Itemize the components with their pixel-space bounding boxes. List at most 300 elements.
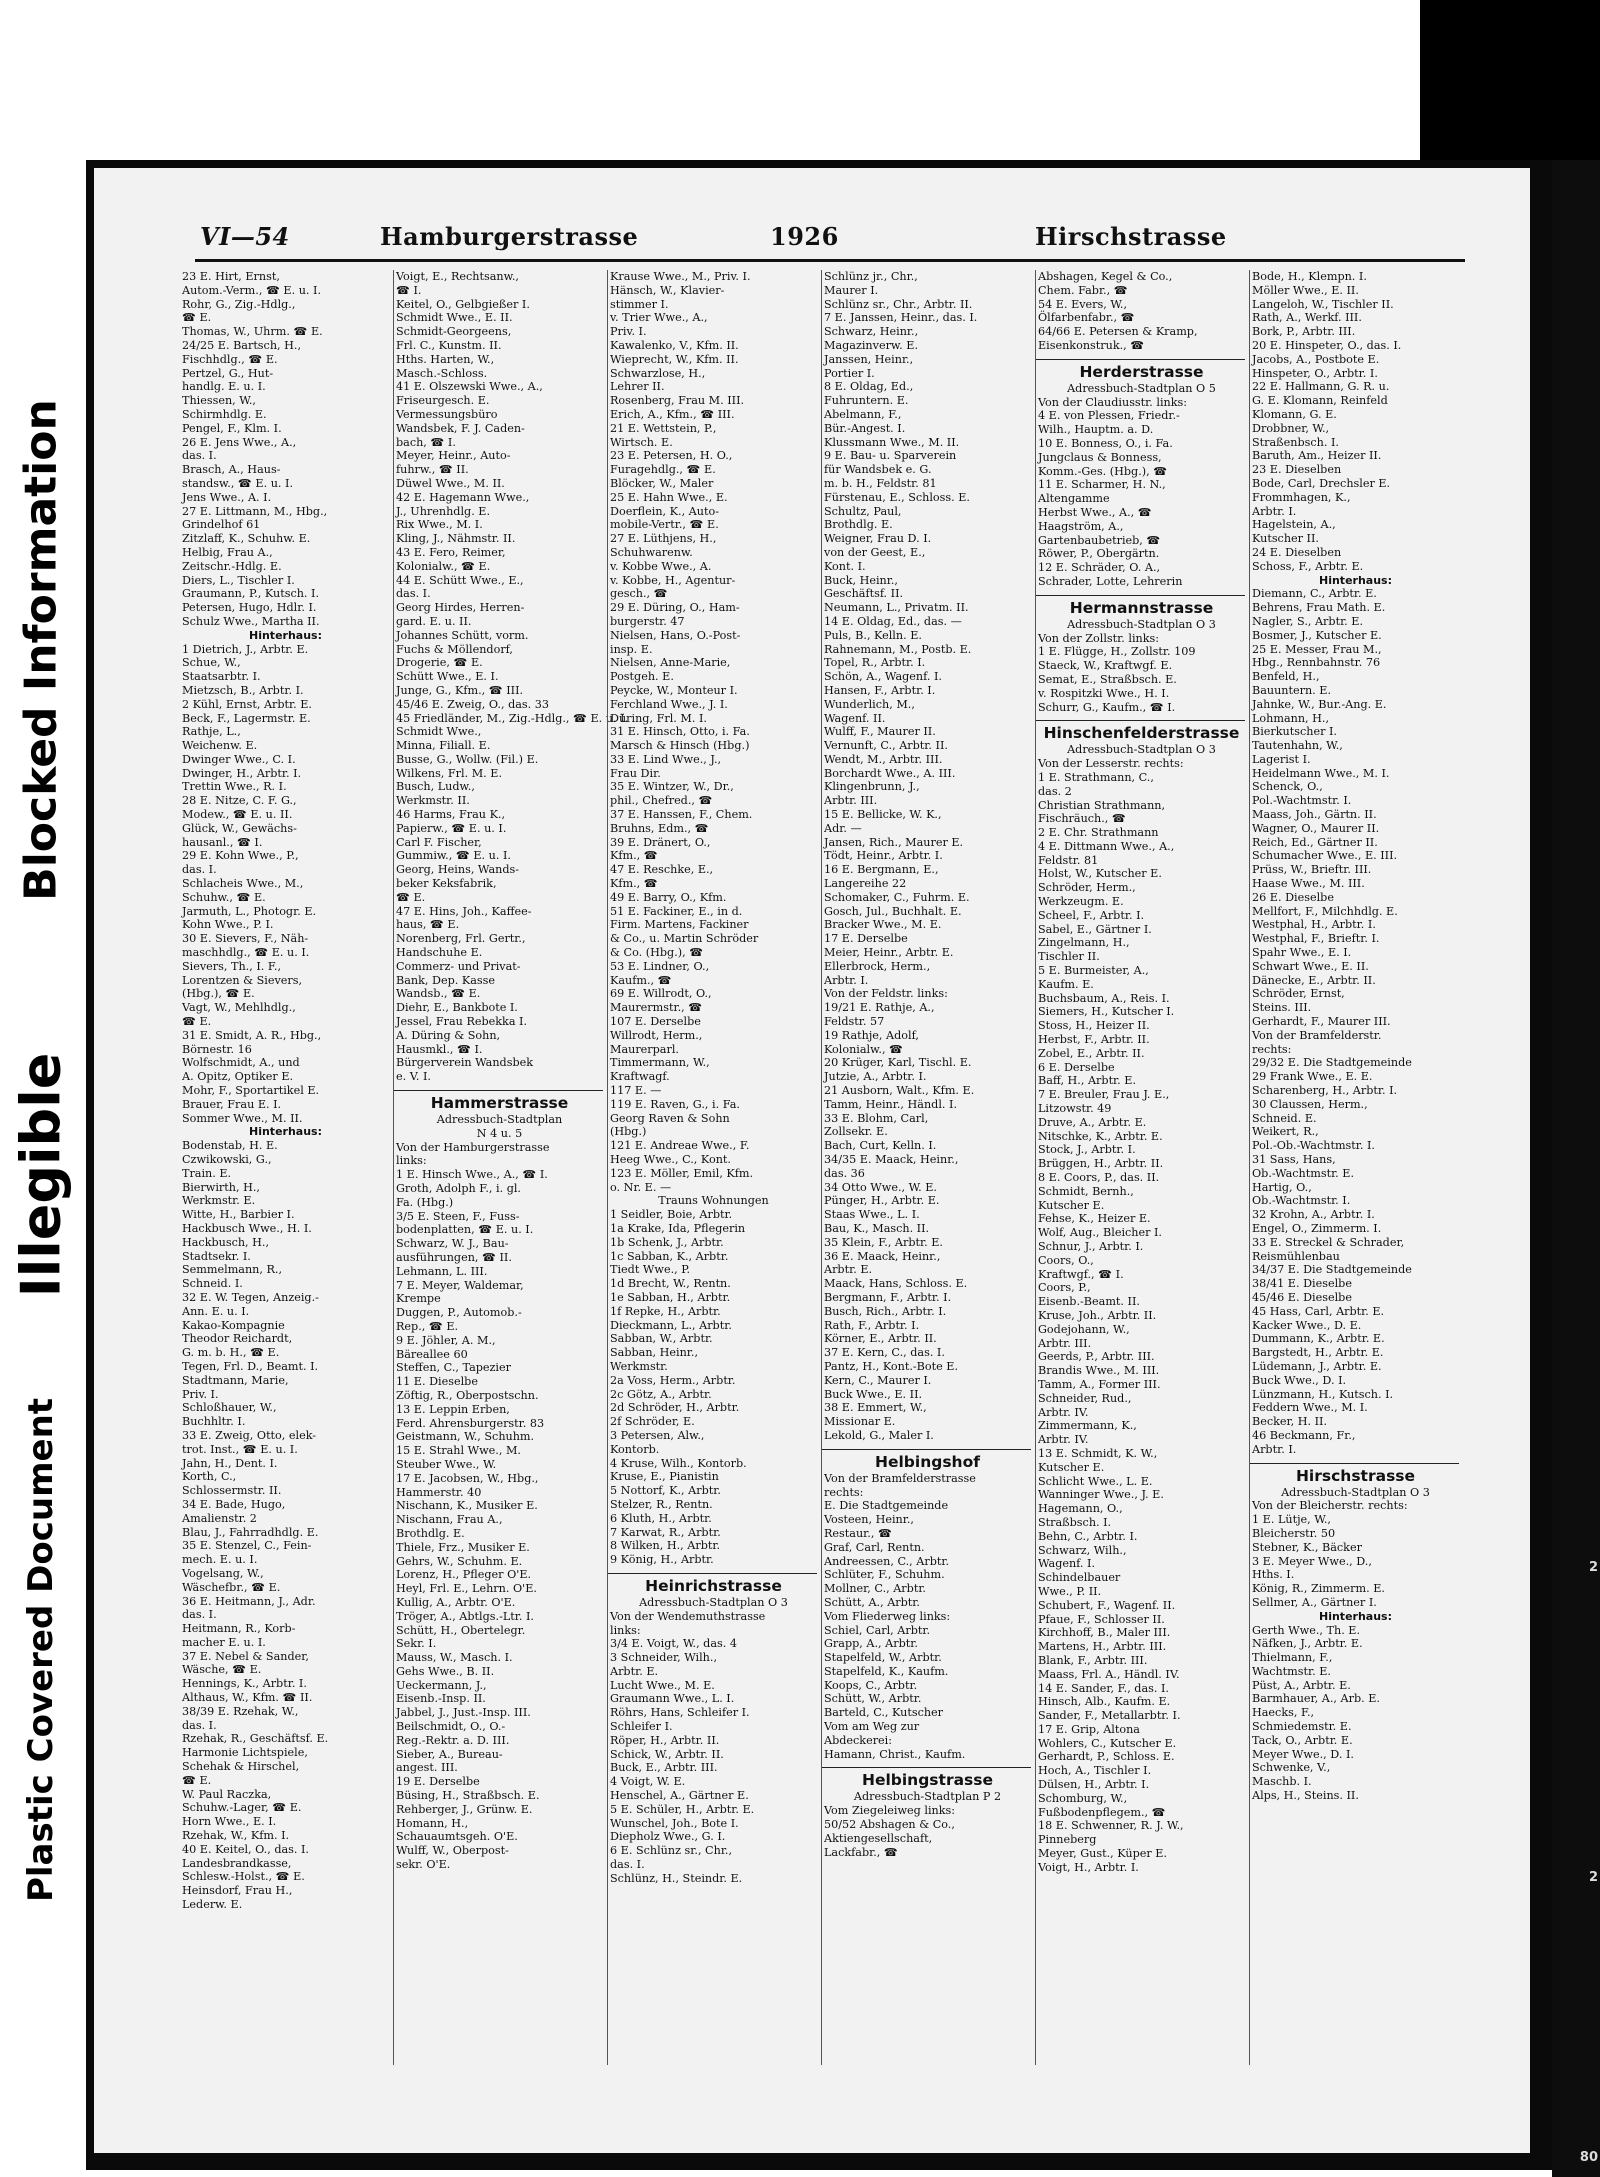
directory-entry-line: Mietzsch, B., Arbtr. I.: [182, 683, 304, 697]
directory-entry-line: Wagenf. I.: [1038, 1557, 1096, 1571]
directory-entry-line: Rehberger, J., Grünw. E.: [396, 1802, 533, 1816]
directory-entry-line: Topel, R., Arbtr. I.: [824, 656, 926, 670]
directory-entry-line: 45 Hass, Carl, Arbtr. E.: [1252, 1304, 1385, 1318]
directory-entry-line: Arbtr. E.: [824, 1263, 873, 1277]
directory-entry-line: 6 E. Derselbe: [1038, 1060, 1115, 1074]
directory-entry-line: Düring, Frl. M. I.: [610, 711, 707, 725]
directory-entry-line: phil., Chefred., ☎: [610, 794, 713, 808]
directory-entry-line: Wulff, W., Oberpost-: [396, 1844, 509, 1858]
directory-entry-line: Schwart Wwe., E. II.: [1252, 959, 1369, 973]
directory-entry-line: Voigt, E., Rechtsanw.,: [396, 270, 519, 283]
directory-entry-line: Frommhagen, K.,: [1252, 490, 1351, 504]
directory-entry-line: 1c Sabban, K., Arbtr.: [610, 1249, 729, 1263]
directory-entry-line: Pantz, H., Kont.-Bote E.: [824, 1359, 959, 1373]
directory-entry-line: 9 E. Bau- u. Sparverein: [824, 449, 957, 463]
directory-entry-line: Sellmer, A., Gärtner I.: [1252, 1595, 1377, 1609]
directory-entry-line: 32 E. W. Tegen, Anzeig.-: [182, 1290, 319, 1304]
directory-entry-line: Baff, H., Arbtr. E.: [1038, 1074, 1137, 1088]
directory-entry-line: Haagström, A.,: [1038, 519, 1124, 533]
directory-entry-line: Schlicht Wwe., L. E.: [1038, 1474, 1153, 1488]
directory-entry-line: Busch, Rich., Arbtr. I.: [824, 1304, 947, 1318]
directory-entry-line: 31 E. Smidt, A. R., Hbg.,: [182, 1028, 322, 1042]
directory-entry-line: Wäschefbr., ☎ E.: [182, 1580, 281, 1594]
directory-entry-line: Schehak & Hirschel,: [182, 1760, 300, 1774]
directory-entry-line: Junge, G., Kfm., ☎ III.: [396, 683, 524, 697]
directory-entry-line: Heidelmann Wwe., M. I.: [1252, 766, 1390, 780]
directory-entry-line: Pol.-Ob.-Wachtmstr. I.: [1252, 1139, 1375, 1153]
directory-entry-line: Borchardt Wwe., A. III.: [824, 766, 956, 780]
directory-entry-line: 117 E. —: [610, 1084, 662, 1098]
directory-entry-line: Von der Bramfelderstr.: [1252, 1028, 1382, 1042]
directory-entry-line: Ellerbrock, Herm.,: [824, 959, 931, 973]
directory-entry-line: Geschäftsf. II.: [824, 587, 904, 601]
directory-entry-line: Dieckmann, L., Arbtr.: [610, 1318, 732, 1332]
directory-entry-line: Schlossermstr. II.: [182, 1484, 282, 1498]
directory-entry-line: 45/46 E. Dieselbe: [1252, 1290, 1352, 1304]
directory-entry-line: 44 E. Schütt Wwe., E.,: [396, 573, 524, 587]
directory-entry-line: Hagemann, O.,: [1038, 1502, 1123, 1516]
directory-entry-line: Pfaue, F., Schlosser II.: [1038, 1612, 1165, 1626]
directory-entry-line: Körner, E., Arbtr. II.: [824, 1332, 937, 1346]
directory-entry-line: 1 Dietrich, J., Arbtr. E.: [182, 642, 309, 656]
directory-entry-line: Kraftwagf.: [610, 1070, 670, 1084]
directory-entry-line: Ueckermann, J.,: [396, 1678, 487, 1692]
directory-entry-line: Hths. I.: [1252, 1568, 1295, 1582]
directory-entry-line: Hoch, A., Tischler I.: [1038, 1764, 1152, 1778]
directory-entry-line: (Hbg.): [610, 1125, 647, 1139]
directory-entry-line: Hinspeter, O., Arbtr. I.: [1252, 366, 1378, 380]
directory-entry-line: 26 E. Jens Wwe., A.,: [182, 435, 297, 449]
directory-entry-line: 16 E. Bergmann, E.,: [824, 863, 939, 877]
directory-entry-line: Kfm., ☎: [610, 877, 658, 891]
directory-entry-line: Kohn Wwe., P. I.: [182, 918, 274, 932]
directory-entry-line: Friseurgesch. E.: [396, 394, 490, 408]
directory-entry-line: Spahr Wwe., E. I.: [1252, 946, 1352, 960]
directory-entry-line: 36 E. Maack, Heinr.,: [824, 1249, 941, 1263]
directory-entry-line: Missionar E.: [824, 1415, 896, 1429]
directory-entry-line: Zimmermann, K.,: [1038, 1419, 1137, 1433]
directory-entry-line: Koops, C., Arbtr.: [824, 1678, 918, 1692]
directory-entry-line: Röhrs, Hans, Schleifer I.: [610, 1706, 750, 1720]
directory-entry-line: 5 Nottorf, K., Arbtr.: [610, 1484, 721, 1498]
directory-entry-line: Georg, Heins, Wands-: [396, 863, 520, 877]
directory-entry-line: 37 E. Hanssen, F., Chem.: [610, 808, 753, 822]
directory-entry-line: Straßbsch. I.: [1038, 1515, 1112, 1529]
directory-entry-line: Mellfort, F., Milchhdlg. E.: [1252, 904, 1398, 918]
directory-entry-line: Kutscher E.: [1038, 1460, 1105, 1474]
directory-entry-line: 36 E. Heitmann, J., Adr.: [182, 1594, 316, 1608]
directory-entry-line: Bode, H., Klempn. I.: [1252, 270, 1367, 283]
directory-entry-line: Petersen, Hugo, Hdlr. I.: [182, 601, 317, 615]
directory-entry-line: das. I.: [396, 587, 431, 601]
directory-entry-line: stimmer I.: [610, 297, 669, 311]
street-section-heading: Hirschstrasse: [1250, 1463, 1459, 1486]
directory-entry-line: Scharenberg, H., Arbtr. I.: [1252, 1084, 1398, 1098]
directory-entry-line: 2 Kühl, Ernst, Arbtr. E.: [182, 697, 312, 711]
directory-entry-line: Werkzeugm. E.: [1038, 895, 1124, 909]
directory-entry-line: 14 E. Sander, F., das. I.: [1038, 1681, 1169, 1695]
directory-entry-line: Priv. I.: [610, 325, 647, 339]
directory-entry-line: Bierwirth, H.,: [182, 1180, 260, 1194]
directory-entry-line: Blau, J., Fahrradhdlg. E.: [182, 1525, 319, 1539]
directory-entry-line: Schomaker, C., Fuhrm. E.: [824, 890, 970, 904]
directory-entry-line: 38/39 E. Rzehak, W.,: [182, 1704, 299, 1718]
directory-entry-line: Rosenberg, Frau M. III.: [610, 394, 745, 408]
directory-entry-line: 38/41 E. Dieselbe: [1252, 1277, 1352, 1291]
directory-entry-line: Adr. —: [824, 821, 862, 835]
year-heading: 1926: [770, 222, 839, 251]
directory-entry-line: Kirchhoff, B., Maler III.: [1038, 1626, 1171, 1640]
directory-entry-line: v. Kobbe, H., Agentur-: [610, 573, 736, 587]
directory-entry-line: Gartenbaubetrieb, ☎: [1038, 533, 1161, 547]
directory-entry-line: Arbtr. III.: [824, 794, 878, 808]
directory-entry-line: Autom.-Verm., ☎ E. u. I.: [182, 283, 322, 297]
directory-entry-line: standsw., ☎ E. u. I.: [182, 476, 293, 490]
directory-entry-line: Abdeckerei:: [824, 1733, 893, 1747]
plastic-covered-label: Plastic Covered Document: [21, 1397, 61, 1903]
directory-entry-line: Rath, F., Arbtr. I.: [824, 1318, 920, 1332]
illegible-label: Illegible: [9, 1052, 73, 1298]
directory-entry-line: A. Düring & Sohn,: [396, 1028, 501, 1042]
directory-entry-line: Nischann, Frau A.,: [396, 1513, 503, 1527]
directory-entry-line: Schneider, Rud.,: [1038, 1391, 1132, 1405]
directory-entry-line: Werkmstr. II.: [396, 794, 470, 808]
directory-entry-line: Dülsen, H., Arbtr. I.: [1038, 1778, 1150, 1792]
directory-entry-line: Von der Bleicherstr. rechts:: [1252, 1499, 1408, 1513]
directory-entry-line: Wulff, F., Maurer II.: [824, 725, 936, 739]
left-label-strip: [0, 0, 82, 2177]
directory-entry-line: Busch, Ludw.,: [396, 780, 475, 794]
directory-entry-line: von der Geest, E.,: [824, 545, 926, 559]
directory-entry-line: Stapelfeld, K., Kaufm.: [824, 1664, 949, 1678]
directory-entry-line: Kullig, A., Arbtr. O'E.: [396, 1595, 516, 1609]
directory-entry-line: Nagler, S., Arbtr. E.: [1252, 614, 1364, 628]
directory-entry-line: v. Rospitzki Wwe., H. I.: [1038, 686, 1170, 700]
directory-entry-line: Komm.-Ges. (Hbg.), ☎: [1038, 464, 1168, 478]
directory-entry-line: Lehrer II.: [610, 380, 665, 394]
directory-entry-line: Schmidt Wwe., E. II.: [396, 311, 513, 325]
directory-entry-line: Arbtr. III.: [1038, 1336, 1092, 1350]
directory-entry-line: 26 E. Dieselbe: [1252, 890, 1334, 904]
directory-entry-line: Fehse, K., Heizer E.: [1038, 1212, 1151, 1226]
directory-entry-line: Grapp, A., Arbtr.: [824, 1637, 918, 1651]
directory-entry-line: Schlacheis Wwe., M.,: [182, 877, 304, 891]
directory-entry-line: Börnestr. 16: [182, 1042, 252, 1056]
directory-entry-line: Semat, E., Straßbsch. E.: [1038, 672, 1177, 686]
directory-entry-line: Wieprecht, W., Kfm. II.: [610, 352, 739, 366]
directory-entry-line: Kling, J., Nähmstr. II.: [396, 532, 516, 546]
directory-entry-line: Alps, H., Steins. II.: [1252, 1789, 1359, 1803]
directory-entry-line: hausanl., ☎ I.: [182, 835, 263, 849]
directory-entry-line: 1a Krake, Ida, Pflegerin: [610, 1221, 746, 1235]
directory-entry-line: Rix Wwe., M. I.: [396, 518, 483, 532]
directory-entry-line: Stoss, H., Heizer II.: [1038, 1019, 1150, 1033]
directory-entry-line: Feldstr. 81: [1038, 853, 1099, 867]
directory-entry-line: Maurerparl.: [610, 1042, 679, 1056]
directory-entry-line: Werkmstr.: [610, 1359, 668, 1373]
directory-entry-line: Schirmhdlg. E.: [182, 407, 267, 421]
directory-entry-line: W. Paul Raczka,: [182, 1787, 272, 1801]
directory-entry-line: links:: [610, 1623, 641, 1637]
directory-entry-line: 23 E. Hirt, Ernst,: [182, 270, 280, 283]
directory-entry-line: Keitel, O., Gelbgießer I.: [396, 297, 530, 311]
directory-entry-line: Lekold, G., Maler I.: [824, 1428, 934, 1442]
directory-entry-line: macher E. u. I.: [182, 1635, 266, 1649]
directory-entry-line: Kacker Wwe., D. E.: [1252, 1318, 1362, 1332]
directory-entry-line: Bracker Wwe., M. E.: [824, 918, 942, 932]
directory-entry-line: ☎ E.: [182, 1773, 212, 1787]
directory-entry-line: 19/21 E. Rathje, A.,: [824, 1001, 935, 1015]
directory-entry-line: Jungclaus & Bonness,: [1038, 450, 1162, 464]
directory-entry-line: Georg Raven & Sohn: [610, 1111, 730, 1125]
directory-entry-line: 49 E. Barry, O., Kfm.: [610, 890, 727, 904]
directory-entry-line: Fischhdlg., ☎ E.: [182, 352, 278, 366]
directory-entry-line: das. I.: [182, 863, 217, 877]
directory-entry-line: Schmidt Wwe.,: [396, 725, 482, 739]
directory-entry-line: 19 E. Derselbe: [396, 1775, 480, 1789]
directory-entry-line: Maurermstr., ☎: [610, 1001, 703, 1015]
directory-entry-line: 1b Schenk, J., Arbtr.: [610, 1235, 724, 1249]
directory-entry-line: ausführungen, ☎ II.: [396, 1250, 512, 1264]
directory-entry-line: Herbst, F., Arbtr. II.: [1038, 1033, 1150, 1047]
directory-entry-line: 20 E. Hinspeter, O., das. I.: [1252, 338, 1402, 352]
directory-entry-line: Bürgerverein Wandsbek: [396, 1056, 534, 1070]
directory-entry-line: bach, ☎ I.: [396, 435, 456, 449]
directory-entry-line: Restaur., ☎: [824, 1526, 892, 1540]
directory-entry-line: Schnur, J., Arbtr. I.: [1038, 1240, 1144, 1253]
directory-entry-line: 1 E. Lütje, W.,: [1252, 1513, 1331, 1527]
directory-entry-line: Düwel Wwe., M. II.: [396, 476, 505, 490]
directory-entry-line: 2c Götz, A., Arbtr.: [610, 1387, 712, 1401]
directory-entry-line: Dummann, K., Arbtr. E.: [1252, 1332, 1385, 1346]
directory-entry-line: Hennings, K., Arbtr. I.: [182, 1677, 307, 1691]
directory-entry-line: Sabban, W., Arbtr.: [610, 1332, 713, 1346]
directory-entry-line: Masch.-Schloss.: [396, 366, 488, 380]
directory-entry-line: A. Opitz, Optiker E.: [182, 1070, 294, 1084]
directory-entry-line: Postgeh. E.: [610, 670, 674, 684]
directory-entry-line: 2d Schröder, H., Arbtr.: [610, 1401, 740, 1415]
directory-entry-line: 9 E. Jöhler, A. M.,: [396, 1333, 496, 1347]
directory-entry-line: 1d Brecht, W., Rentn.: [610, 1277, 731, 1291]
directory-entry-line: burgerstr. 47: [610, 614, 685, 628]
directory-entry-line: Thiessen, W.,: [182, 394, 256, 408]
directory-entry-line: Godejohann, W.,: [1038, 1322, 1130, 1336]
section-subheading: Adressbuch-Stadtplan P 2: [853, 1790, 1002, 1804]
directory-entry-line: Jarmuth, L., Photogr. E.: [182, 904, 317, 918]
directory-entry-line: Weigner, Frau D. I.: [824, 532, 932, 546]
directory-entry-line: Buck Wwe., E. II.: [824, 1387, 923, 1401]
directory-entry-line: Buchhltr. I.: [182, 1415, 246, 1429]
directory-entry-line: 7 E. Janssen, Heinr., das. I.: [824, 311, 978, 325]
directory-entry-line: Althaus, W., Kfm. ☎ II.: [182, 1691, 313, 1705]
directory-entry-line: Glück, W., Gewächs-: [182, 821, 297, 835]
directory-entry-line: Johannes Schütt, vorm.: [396, 628, 529, 642]
directory-column-5: [1035, 270, 1245, 2065]
margin-number: 80: [1579, 2150, 1598, 2165]
directory-entry-line: Werkmstr. E.: [182, 1194, 256, 1208]
directory-entry-line: Fuhruntern. E.: [824, 394, 909, 408]
directory-entry-line: Homann, H.,: [396, 1816, 469, 1830]
directory-entry-line: v. Kobbe Wwe., A.: [610, 559, 712, 573]
directory-entry-line: Czwikowski, G.,: [182, 1153, 272, 1166]
directory-entry-line: Litzowstr. 49: [1038, 1102, 1112, 1116]
directory-entry-line: Doerflein, K., Auto-: [610, 504, 719, 518]
directory-entry-line: & Co. (Hbg.), ☎: [610, 946, 704, 960]
directory-entry-line: 37 E. Nebel & Sander,: [182, 1649, 309, 1663]
directory-entry-line: 121 E. Andreae Wwe., F.: [610, 1139, 750, 1153]
directory-entry-line: Abshagen, Kegel & Co.,: [1038, 270, 1173, 283]
directory-entry-line: 33 E. Lind Wwe., J.,: [610, 752, 722, 766]
directory-entry-line: Herbst Wwe., A., ☎: [1038, 505, 1152, 519]
directory-entry-line: Weikert, R.,: [1252, 1125, 1319, 1139]
directory-entry-line: trot. Inst., ☎ E. u. I.: [182, 1442, 298, 1456]
directory-entry-line: Sommer Wwe., M. II.: [182, 1111, 303, 1125]
directory-entry-line: Kolonialw., ☎: [824, 1042, 903, 1056]
directory-entry-line: 123 E. Möller, Emil, Kfm.: [610, 1166, 754, 1180]
directory-entry-line: Schuhw., ☎ E.: [182, 890, 266, 904]
directory-entry-line: 54 E. Evers, W.,: [1038, 297, 1128, 311]
directory-entry-line: Prüss, W., Brieftr. III.: [1252, 863, 1372, 877]
directory-entry-line: Tischler II.: [1038, 950, 1100, 964]
directory-entry-line: Kakao-Kompagnie: [182, 1318, 285, 1332]
directory-entry-line: Jutzie, A., Arbtr. I.: [824, 1070, 927, 1084]
directory-entry-line: 4 Kruse, Wilh., Kontorb.: [610, 1456, 747, 1470]
directory-entry-line: ☎ E.: [396, 890, 426, 904]
directory-entry-line: 34/37 E. Die Stadtgemeinde: [1252, 1263, 1412, 1277]
directory-entry-line: Gerth Wwe., Th. E.: [1252, 1623, 1361, 1637]
directory-entry-line: Sievers, Th., I. F.,: [182, 959, 282, 973]
directory-entry-line: 39 E. Dränert, O.,: [610, 835, 711, 849]
directory-entry-line: Bür.-Angest. I.: [824, 421, 906, 435]
directory-entry-line: e. V. I.: [396, 1070, 431, 1084]
directory-entry-line: Schick, W., Arbtr. II.: [610, 1747, 724, 1761]
directory-entry-line: das. I.: [610, 1858, 645, 1872]
directory-entry-line: Vogelsang, W.,: [182, 1566, 264, 1580]
directory-entry-line: 51 E. Fackiner, E., in d.: [610, 904, 743, 918]
directory-entry-line: rechts:: [824, 1485, 864, 1499]
directory-entry-line: Bode, Carl, Drechsler E.: [1252, 476, 1391, 490]
section-subheading: Adressbuch-Stadtplan: [436, 1113, 563, 1127]
directory-entry-line: Maurer I.: [824, 283, 879, 297]
directory-entry-line: G. E. Klomann, Reinfeld: [1252, 394, 1388, 408]
directory-entry-line: Kaufm. E.: [1038, 977, 1094, 991]
directory-entry-line: 47 E. Reschke, E.,: [610, 863, 714, 877]
directory-entry-line: ☎ I.: [396, 283, 422, 297]
directory-entry-line: Schröder, Herm.,: [1038, 881, 1136, 895]
directory-entry-line: Lünzmann, H., Kutsch. I.: [1252, 1387, 1394, 1401]
directory-entry-line: 1 E. Strathmann, C.,: [1038, 770, 1154, 784]
directory-entry-line: 18 E. Schwenner, R. J. W.,: [1038, 1819, 1184, 1833]
directory-entry-line: Vermessungsbüro: [396, 407, 498, 421]
directory-entry-line: 17 E. Jacobsen, W., Hbg.,: [396, 1471, 539, 1485]
directory-entry-line: & Co., u. Martin Schröder: [610, 932, 759, 946]
directory-entry-line: Schindelbauer: [1038, 1571, 1121, 1585]
directory-entry-line: 20 Krüger, Karl, Tischl. E.: [824, 1056, 972, 1070]
directory-entry-line: Reg.-Rektr. a. D. III.: [396, 1733, 510, 1747]
directory-entry-line: Duggen, P., Automob.-: [396, 1306, 522, 1320]
directory-entry-line: Schultz, Paul,: [824, 504, 902, 518]
directory-entry-line: 12 E. Schräder, O. A.,: [1038, 561, 1161, 575]
directory-entry-line: Modew., ☎ E. u. II.: [182, 808, 293, 822]
directory-entry-line: 8 E. Oldag, Ed.,: [824, 380, 914, 394]
directory-entry-line: Hammerstr. 40: [396, 1485, 482, 1499]
scan-dark-corner: [1420, 0, 1600, 182]
directory-entry-line: Ob.-Wachtmstr. E.: [1252, 1166, 1355, 1180]
directory-entry-line: Bargstedt, H., Arbtr. E.: [1252, 1346, 1384, 1360]
directory-entry-line: 13 E. Leppin Erben,: [396, 1402, 510, 1416]
directory-entry-line: Vagt, W., Mehlhdlg.,: [182, 1001, 296, 1015]
directory-entry-line: Amalienstr. 2: [182, 1511, 257, 1525]
directory-entry-line: 29 E. Kohn Wwe., P.,: [182, 849, 299, 863]
directory-entry-line: Druve, A., Arbtr. E.: [1038, 1115, 1147, 1129]
directory-entry-line: Schuhw.-Lager, ☎ E.: [182, 1801, 302, 1815]
directory-entry-line: Schiel, Carl, Arbtr.: [824, 1623, 931, 1637]
directory-entry-line: Schlünz, H., Steindr. E.: [610, 1871, 743, 1885]
directory-entry-line: Von der Feldstr. links:: [824, 987, 948, 1001]
directory-entry-line: Schloßhauer, W.,: [182, 1401, 277, 1415]
directory-entry-line: Schlünz jr., Chr.,: [824, 270, 918, 283]
directory-entry-line: Schubert, F., Wagenf. II.: [1038, 1598, 1176, 1612]
directory-entry-line: Schütt, H., Obertelegr.: [396, 1623, 526, 1637]
directory-column-3: [607, 270, 817, 2065]
directory-entry-line: Korth, C.,: [182, 1470, 237, 1484]
directory-entry-line: 17 E. Derselbe: [824, 932, 908, 946]
directory-entry-line: 69 E. Willrodt, O.,: [610, 987, 712, 1001]
directory-entry-line: Arbtr. IV.: [1038, 1433, 1089, 1447]
street-section-heading: Hammerstrasse: [394, 1090, 603, 1113]
directory-entry-line: Schurr, G., Kaufm., ☎ I.: [1038, 700, 1176, 714]
directory-entry-line: Wachtmstr. E.: [1252, 1664, 1331, 1678]
directory-entry-line: Beck, F., Lagermstr. E.: [182, 711, 311, 725]
directory-entry-line: Tegen, Frl. D., Beamt. I.: [182, 1359, 319, 1373]
directory-entry-line: 2 E. Chr. Strathmann: [1038, 826, 1159, 840]
directory-entry-line: Rathje, L.,: [182, 725, 241, 739]
directory-entry-line: Vom Ziegeleiweg links:: [824, 1804, 956, 1818]
directory-entry-line: Willrodt, Herm.,: [610, 1028, 703, 1042]
directory-entry-line: Zollsekr. E.: [824, 1125, 888, 1139]
directory-entry-line: Diehr, E., Bankbote I.: [396, 1001, 518, 1015]
directory-entry-line: Vosteen, Heinr.,: [824, 1513, 914, 1527]
directory-entry-line: Schmidt-Georgeens,: [396, 325, 512, 339]
directory-entry-line: Diepholz Wwe., G. I.: [610, 1830, 726, 1844]
directory-entry-line: Schön, A., Wagenf. I.: [824, 670, 942, 684]
hinterhaus-label: Hinterhaus:: [1319, 1609, 1392, 1623]
volume-page-number: VI—54: [200, 222, 290, 251]
directory-entry-line: Schue, W.,: [182, 656, 241, 670]
directory-entry-line: Train. E.: [182, 1166, 232, 1180]
directory-entry-line: 29 Frank Wwe., E. E.: [1252, 1070, 1373, 1084]
directory-entry-line: 37 E. Kern, C., das. I.: [824, 1346, 945, 1360]
directory-entry-line: 25 E. Hahn Wwe., E.: [610, 490, 728, 504]
directory-entry-line: Martens, H., Arbtr. III.: [1038, 1640, 1167, 1654]
directory-entry-line: Altengamme: [1038, 492, 1110, 506]
directory-entry-line: 13 E. Schmidt, K. W.,: [1038, 1446, 1158, 1460]
directory-entry-line: Schwenke, V.,: [1252, 1761, 1331, 1775]
directory-entry-line: 7 E. Breuler, Frau J. E.,: [1038, 1088, 1170, 1102]
directory-entry-line: 32 Krohn, A., Arbtr. I.: [1252, 1208, 1375, 1222]
directory-entry-line: 64/66 E. Petersen & Kramp,: [1038, 325, 1198, 339]
directory-entry-line: Zingelmann, H.,: [1038, 936, 1130, 950]
directory-entry-line: Henschel, A., Gärtner E.: [610, 1789, 749, 1803]
section-subheading: Adressbuch-Stadtplan O 3: [1067, 743, 1216, 757]
directory-entry-line: Horn Wwe., E. I.: [182, 1815, 277, 1829]
directory-entry-line: 1 E. Flügge, H., Zollstr. 109: [1038, 645, 1196, 659]
directory-entry-line: 35 E. Stenzel, C., Fein-: [182, 1539, 312, 1553]
directory-entry-line: Kaufm., ☎: [610, 973, 672, 987]
directory-entry-line: Behrens, Frau Math. E.: [1252, 601, 1386, 615]
directory-entry-line: Zobel, E., Arbtr. II.: [1038, 1046, 1145, 1060]
directory-entry-line: Hartig, O.,: [1252, 1180, 1312, 1194]
